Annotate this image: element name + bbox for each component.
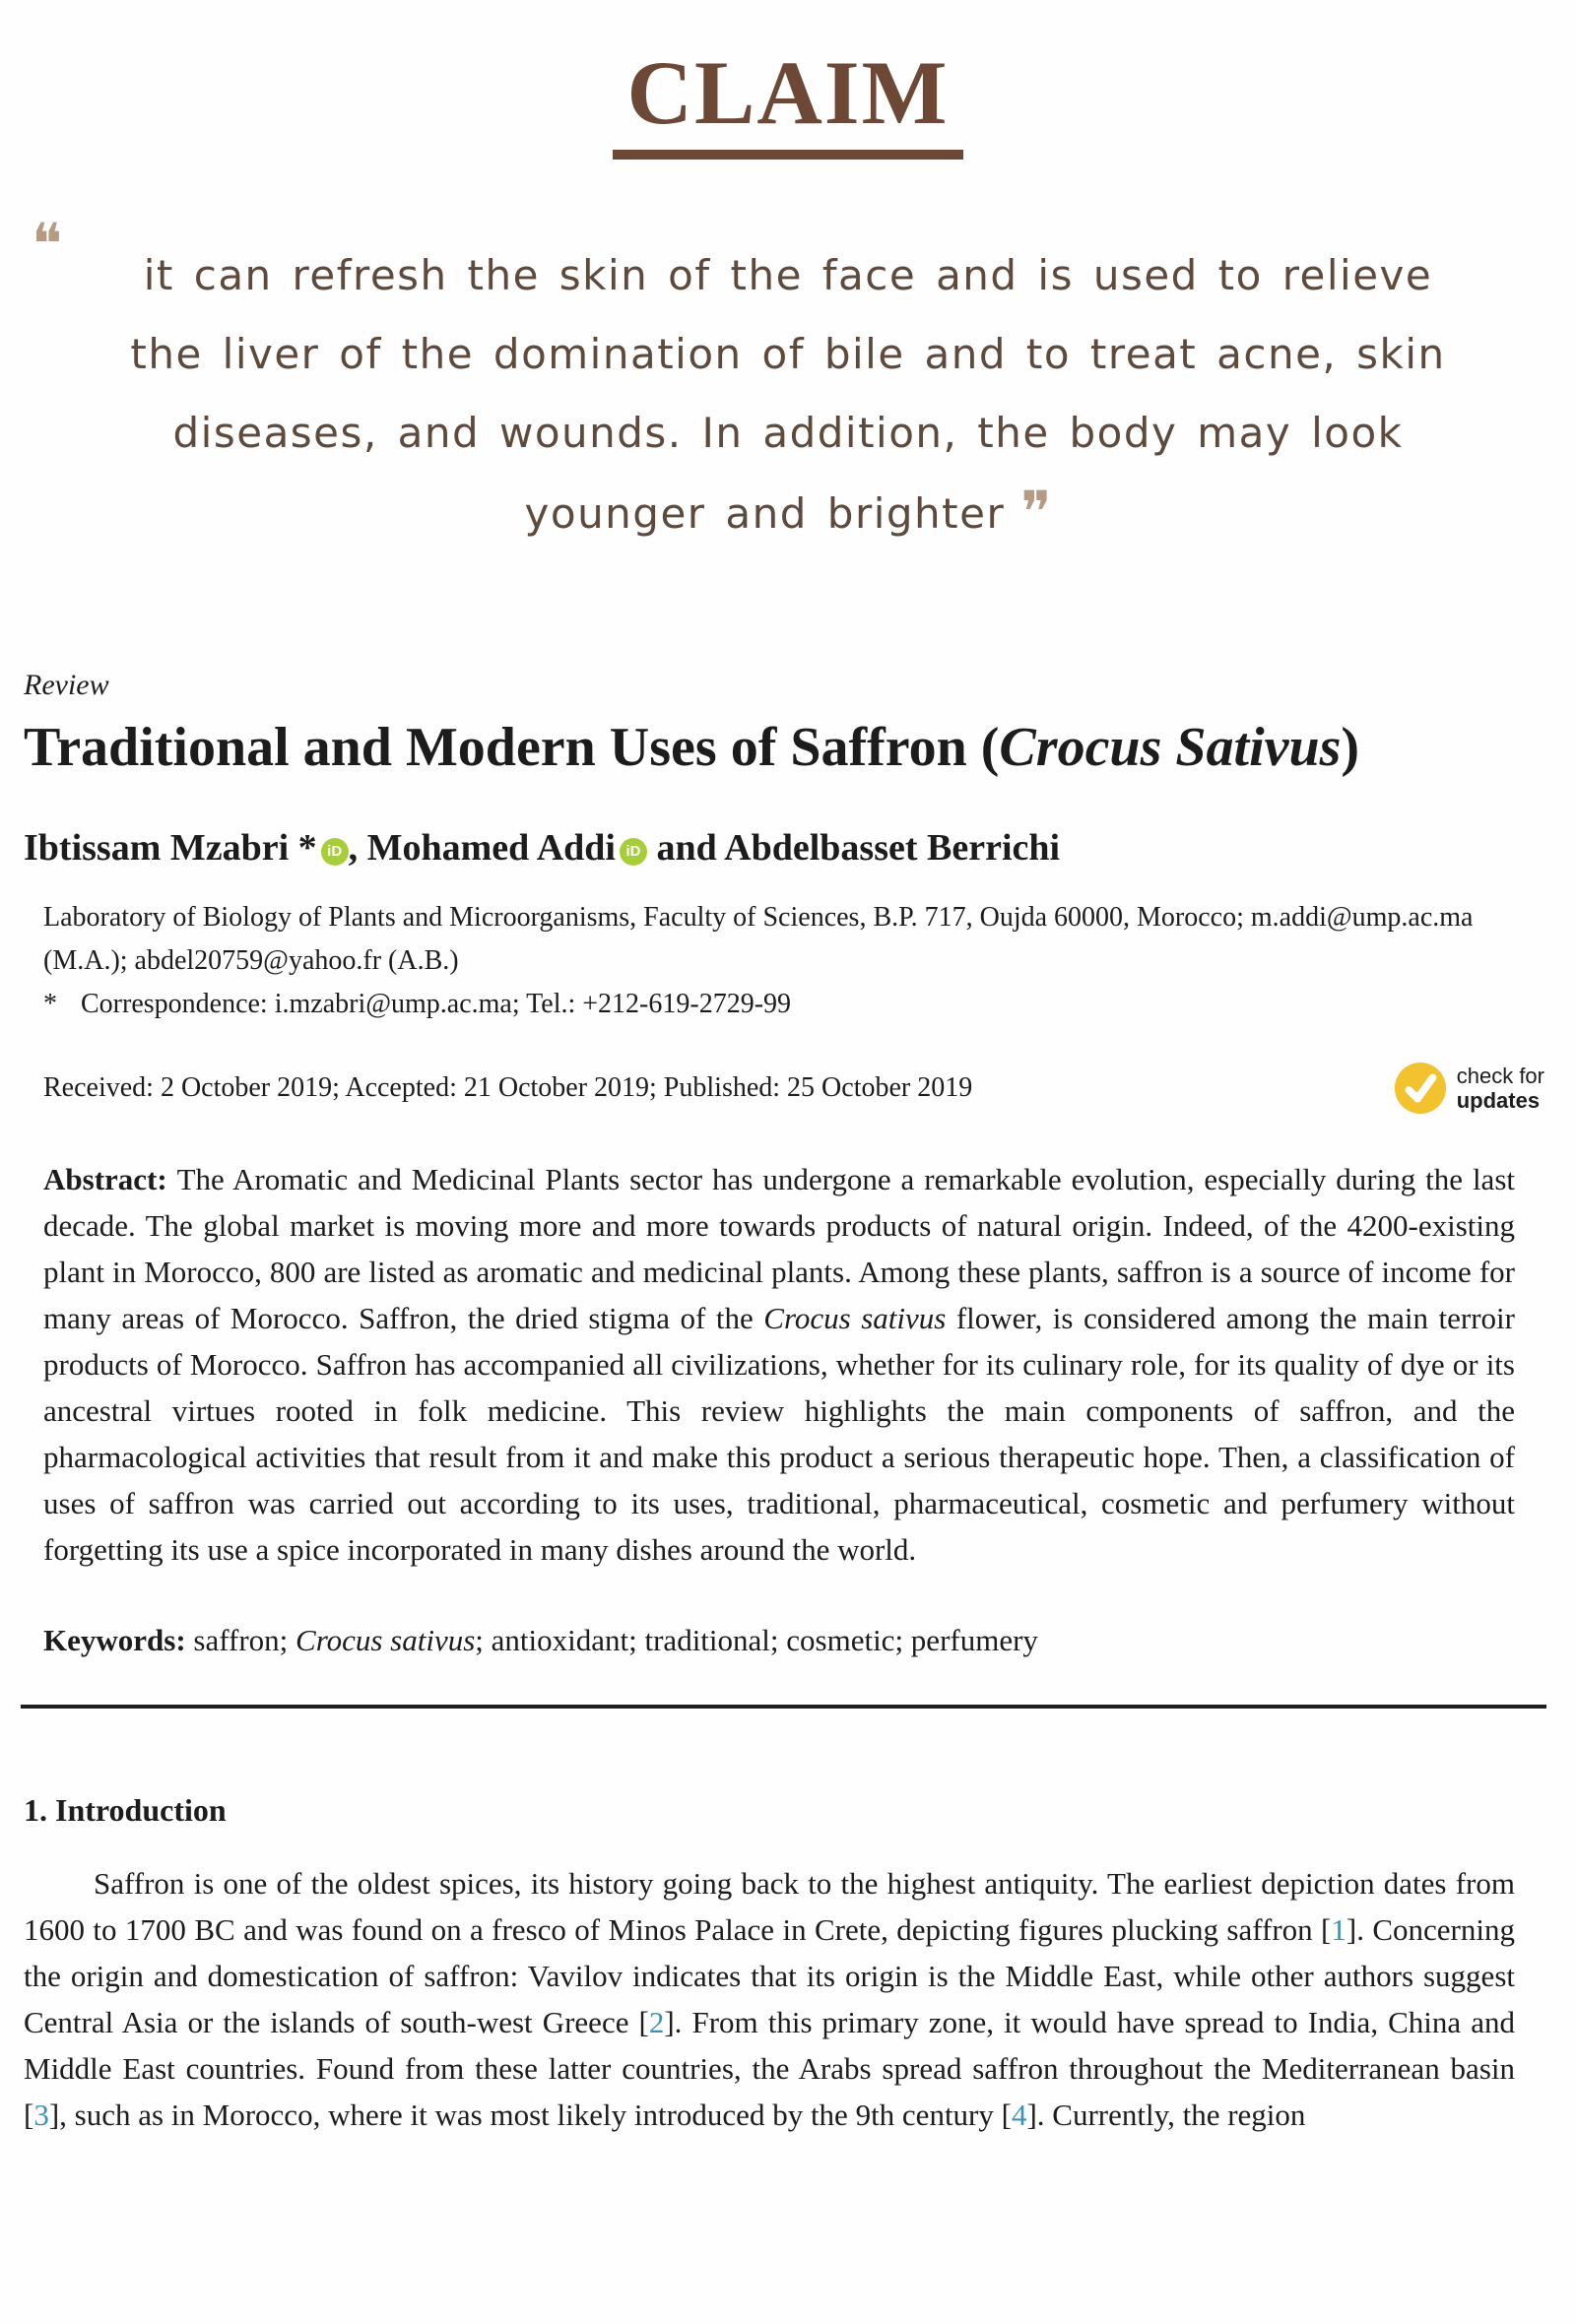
orcid-icon[interactable]: iD [620,838,647,866]
quote-line: the liver of the domination of bile and to treat acne, skin [130,330,1446,378]
affiliation-text: Laboratory of Biology of Plants and Microorganisms, Faculty of Sciences, B.P. 717, Oujda 60000, Morocco; m.addi@ump.ac.ma (M.A.); abdel20759@yahoo.fr (A.B.) [43,902,1474,976]
paper-title: Traditional and Modern Uses of Saffron (Crocus Sativus) [24,717,1360,778]
check-icon [1394,1062,1447,1115]
citation-link[interactable]: 1 [1331,1912,1346,1947]
correspondence-note [43,983,1515,1026]
citation-link[interactable]: 3 [33,2098,49,2132]
dates-row [43,1062,1544,1115]
citation-link[interactable]: 2 [648,2005,665,2039]
authors-line: Ibtissam Mzabri * iD , Mohamed Addi iD and Abdelbasset Berrichi [24,827,1061,869]
claim-title: CLAIM [626,42,950,143]
orcid-icon[interactable]: iD [321,838,349,866]
badge-line2: updates [1456,1088,1541,1113]
open-quote-icon: ❝ [32,211,63,278]
quote-line: diseases, and wounds. In addition, the body may look [172,409,1404,457]
claim-underline [613,150,963,160]
dates-line: Received: 2 October 2019; Accepted: 21 October 2019; Published: 25 October 2019 [43,1072,973,1103]
badge-line1: check for [1456,1064,1544,1088]
citation-link[interactable]: 4 [1011,2098,1027,2132]
correspondence-text: Correspondence: i.mzabri@ump.ac.ma; Tel.: +212-619-2729-99 [81,989,792,1019]
check-for-updates-badge[interactable] [1394,1062,1544,1115]
keywords-line: Keywords: saffron; Crocus sativus; antioxidant; traditional; cosmetic; perfumery [43,1623,1038,1657]
section-divider [21,1705,1546,1709]
abstract-paragraph: Abstract: The Aromatic and Medicinal Plants sector has undergone a remarkable evolution, especially during the last decade. The global market is moving more and more towards products of natural origin. Indeed, of the 4200-existing plant in Morocco, 800 are listed as aromatic and medicinal plants. Among these plants, saffron is a source of income for many areas of Morocco. Saffron, the dried stigma of the Crocus sativus flower, is considered among the main terroir products of Morocco. Saffron has accompanied all civilizations, whether for its culinary role, for its quality of dye or its ancestral virtues rooted in folk medicine. This review highlights the main components of saffron, and the pharmacological activities that result from it and make this product a serious therapeutic hope. Then, a classification of uses of saffron was carried out according to its uses, traditional, pharmaceutical, cosmetic and perfumery without forgetting its use a spice incorporated in many dishes around the world. [43,1162,1515,1567]
correspondence-marker: * [43,989,57,1019]
paper-front-matter [24,668,1544,2138]
section-heading-introduction: 1. Introduction [24,1792,227,1828]
introduction-paragraph: Saffron is one of the oldest spices, its history going back to the highest antiquity. The earliest depiction dates from 1600 to 1700 BC and was found on a fresco of Minos Palace in Crete, depicting figures plucking saffron [1]. Concerning the origin and domestication of saffron: Vavilov indicates that its origin is the Middle East, while other authors suggest Central Asia or the islands of south-west Greece [2]. From this primary zone, it would have spread to India, China and Middle East countries. Found from these latter countries, the Arabs spread saffron throughout the Mediterranean basin [3], such as in Morocco, where it was most likely introduced by the 9th century [4]. Currently, the region [24,1866,1515,2132]
quote-line [30,473,1546,553]
close-quote-icon: ❞ [1020,479,1052,546]
claim-quote [30,211,1546,553]
quote-line-text: younger and brighter [524,489,1006,538]
quote-line: it can refresh the skin of the face and is used to relieve [143,251,1433,299]
badge-text [1457,1064,1544,1113]
article-type-label: Review [24,669,109,701]
claim-header [0,0,1576,160]
